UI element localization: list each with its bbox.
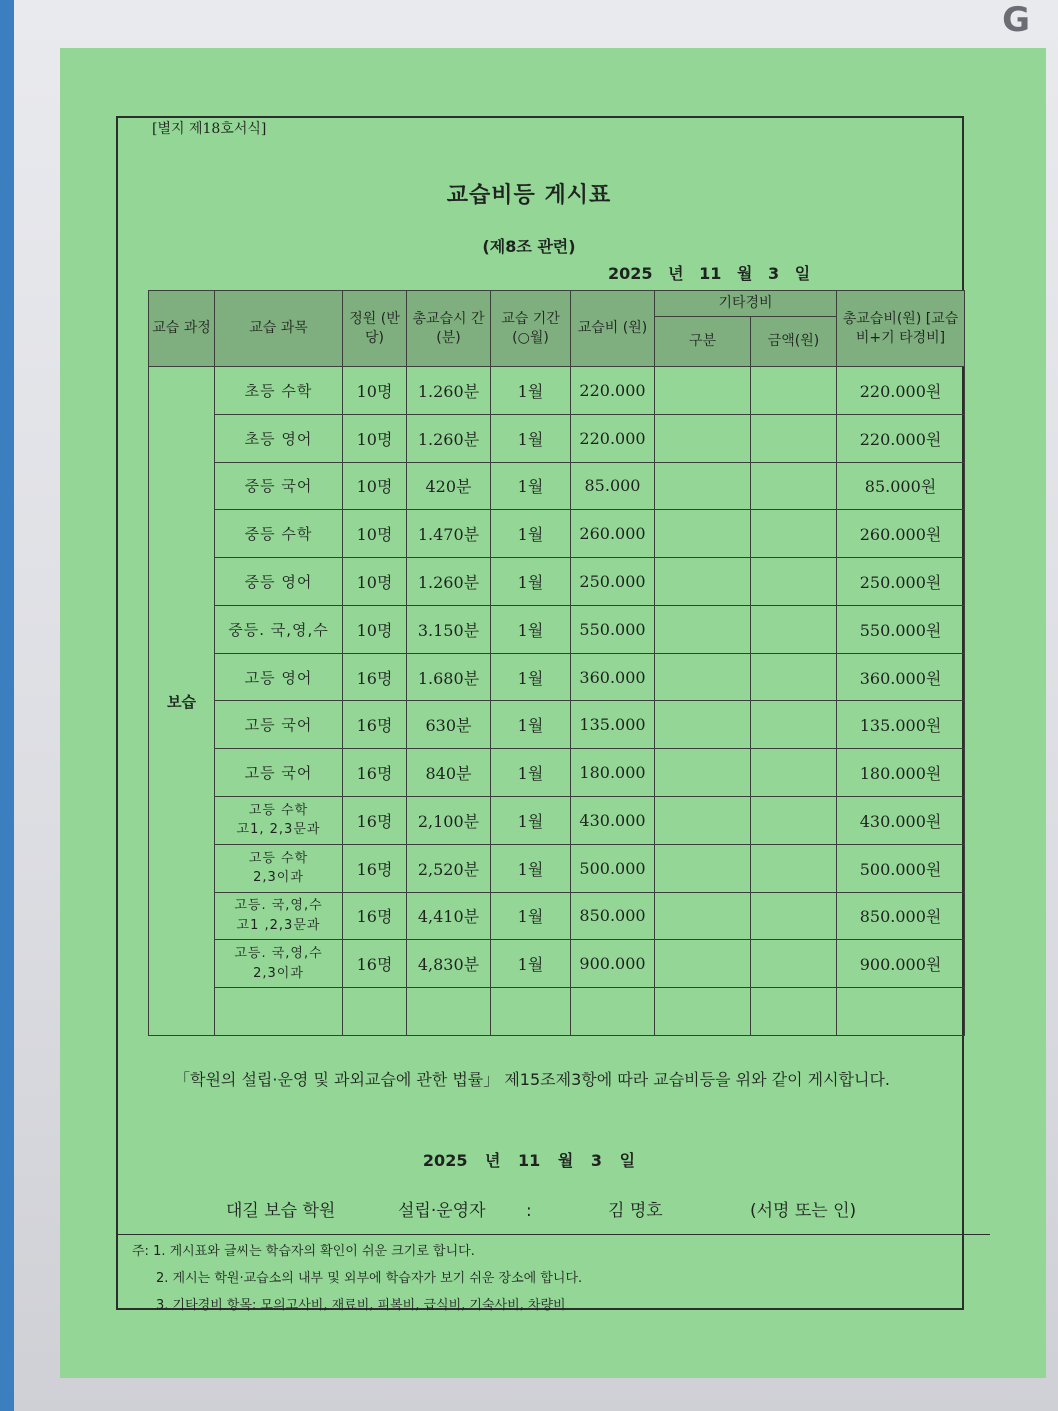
total-cell: 260.000원 <box>837 510 965 558</box>
fee-cell: 550.000 <box>571 605 655 653</box>
other-type-cell <box>655 701 751 749</box>
empty-cell <box>751 988 837 1036</box>
table-row <box>149 414 965 462</box>
subject-line-2: 2,3이과 <box>253 870 304 886</box>
date-bottom: 2025 년 11 월 3 일 <box>422 1151 636 1170</box>
total-cell: 550.000원 <box>837 605 965 653</box>
subject-cell <box>215 844 343 892</box>
subject-line-1: 고등. 국,영,수 <box>234 898 323 914</box>
other-amount-cell <box>751 749 837 797</box>
date-top: 2025 년 11 월 3 일 <box>608 264 811 283</box>
other-type-cell <box>655 844 751 892</box>
footnotes <box>132 1238 582 1319</box>
footnote-text: 2. 게시는 학원·교습소의 내부 및 외부에 학습자가 보기 쉬운 장소에 합니다. <box>156 1271 583 1286</box>
table-row <box>149 797 965 845</box>
fee-cell: 220.000 <box>571 414 655 462</box>
fee-cell: 250.000 <box>571 558 655 606</box>
operator-name: 김 명호 <box>608 1201 663 1221</box>
other-type-cell <box>655 414 751 462</box>
period-cell: 1월 <box>491 510 571 558</box>
fee-cell: 360.000 <box>571 653 655 701</box>
fee-cell: 220.000 <box>571 367 655 415</box>
minutes-cell: 1.680분 <box>407 653 491 701</box>
header-other-amount: 금액(원) <box>751 317 837 367</box>
minutes-cell: 2,100분 <box>407 797 491 845</box>
background-left-strip <box>0 0 14 1411</box>
capacity-cell: 10명 <box>343 462 407 510</box>
minutes-cell: 1.260분 <box>407 558 491 606</box>
minutes-cell: 3.150분 <box>407 605 491 653</box>
capacity-cell: 16명 <box>343 749 407 797</box>
table-row <box>149 605 965 653</box>
other-amount-cell <box>751 940 837 988</box>
table-row <box>149 462 965 510</box>
subject-cell <box>215 797 343 845</box>
capacity-cell: 10명 <box>343 558 407 606</box>
capacity-cell: 10명 <box>343 414 407 462</box>
minutes-cell: 4,410분 <box>407 892 491 940</box>
other-type-cell <box>655 605 751 653</box>
subject-line-2: 2,3이과 <box>253 965 304 981</box>
table-row <box>149 510 965 558</box>
period-cell: 1월 <box>491 558 571 606</box>
total-cell: 135.000원 <box>837 701 965 749</box>
table-row <box>149 749 965 797</box>
empty-cell <box>655 988 751 1036</box>
form-code-label: [별지 제18호서식] <box>152 121 267 137</box>
other-type-cell <box>655 510 751 558</box>
capacity-cell: 16명 <box>343 940 407 988</box>
period-cell: 1월 <box>491 844 571 892</box>
total-cell: 85.000원 <box>837 462 965 510</box>
capacity-cell: 16명 <box>343 701 407 749</box>
total-cell: 900.000원 <box>837 940 965 988</box>
empty-cell <box>215 988 343 1036</box>
other-type-cell <box>655 653 751 701</box>
capacity-cell: 10명 <box>343 510 407 558</box>
fee-cell: 500.000 <box>571 844 655 892</box>
header-capacity: 정원 (반당) <box>343 291 407 367</box>
fee-cell: 260.000 <box>571 510 655 558</box>
total-cell: 500.000원 <box>837 844 965 892</box>
header-other-type: 구분 <box>655 317 751 367</box>
footnote-item <box>132 1292 582 1319</box>
total-cell: 220.000원 <box>837 414 965 462</box>
signature-colon: : <box>526 1201 532 1221</box>
total-cell: 360.000원 <box>837 653 965 701</box>
other-amount-cell <box>751 462 837 510</box>
period-cell: 1월 <box>491 892 571 940</box>
other-type-cell <box>655 797 751 845</box>
empty-cell <box>491 988 571 1036</box>
footnote-prefix: 주: <box>132 1244 149 1259</box>
fee-table <box>148 290 965 1036</box>
table-row <box>149 844 965 892</box>
subject-cell: 중등 국어 <box>215 462 343 510</box>
other-amount-cell <box>751 892 837 940</box>
fee-cell: 430.000 <box>571 797 655 845</box>
minutes-cell: 2,520분 <box>407 844 491 892</box>
total-cell: 250.000원 <box>837 558 965 606</box>
operator-role: 설립·운영자 <box>398 1201 486 1221</box>
other-type-cell <box>655 749 751 797</box>
table-row <box>149 558 965 606</box>
minutes-cell: 1.260분 <box>407 414 491 462</box>
other-amount-cell <box>751 510 837 558</box>
empty-cell <box>571 988 655 1036</box>
other-amount-cell <box>751 844 837 892</box>
document-title: 교습비등 게시표 <box>446 183 612 208</box>
subject-cell: 고등 영어 <box>215 653 343 701</box>
footnote-text: 1. 게시표와 글씨는 학습자의 확인이 쉬운 크기로 합니다. <box>153 1244 475 1259</box>
table-row <box>149 653 965 701</box>
period-cell: 1월 <box>491 462 571 510</box>
minutes-cell: 630분 <box>407 701 491 749</box>
period-cell: 1월 <box>491 749 571 797</box>
minutes-cell: 420분 <box>407 462 491 510</box>
other-type-cell <box>655 558 751 606</box>
corner-logo: G <box>1002 0 1030 40</box>
capacity-cell: 16명 <box>343 653 407 701</box>
capacity-cell: 16명 <box>343 844 407 892</box>
footnote-text: 3. 기타경비 항목: 모의고사비, 재료비, 피복비, 급식비, 기숙사비, 차량비 <box>156 1298 566 1313</box>
other-type-cell <box>655 462 751 510</box>
subject-cell: 중등 영어 <box>215 558 343 606</box>
table-row <box>149 701 965 749</box>
subject-cell: 초등 영어 <box>215 414 343 462</box>
other-amount-cell <box>751 653 837 701</box>
other-type-cell <box>655 940 751 988</box>
fee-cell: 135.000 <box>571 701 655 749</box>
period-cell: 1월 <box>491 701 571 749</box>
minutes-cell: 840분 <box>407 749 491 797</box>
capacity-cell: 16명 <box>343 797 407 845</box>
header-period: 교습 기간 (○월) <box>491 291 571 367</box>
total-cell: 220.000원 <box>837 367 965 415</box>
header-total: 총교습비(원) [교습비+기 타경비] <box>837 291 965 367</box>
fee-cell: 180.000 <box>571 749 655 797</box>
header-course: 교습 과정 <box>149 291 215 367</box>
capacity-cell: 10명 <box>343 605 407 653</box>
header-subject: 교습 과목 <box>215 291 343 367</box>
academy-name: 대길 보습 학원 <box>226 1201 336 1221</box>
table-row <box>149 940 965 988</box>
subject-line-1: 고등 수학 <box>248 850 309 866</box>
subject-cell: 초등 수학 <box>215 367 343 415</box>
period-cell: 1월 <box>491 797 571 845</box>
other-amount-cell <box>751 367 837 415</box>
footnote-item <box>132 1238 582 1265</box>
other-type-cell <box>655 892 751 940</box>
period-cell: 1월 <box>491 653 571 701</box>
period-cell: 1월 <box>491 367 571 415</box>
subject-line-1: 고등. 국,영,수 <box>234 946 323 962</box>
capacity-cell: 10명 <box>343 367 407 415</box>
table-row <box>149 892 965 940</box>
subject-cell: 고등 국어 <box>215 749 343 797</box>
subject-line-2: 고1, 2,3문과 <box>236 822 321 838</box>
subject-cell <box>215 892 343 940</box>
other-amount-cell <box>751 701 837 749</box>
other-amount-cell <box>751 558 837 606</box>
empty-cell <box>837 988 965 1036</box>
table-row <box>149 367 965 415</box>
subject-cell: 중등. 국,영,수 <box>215 605 343 653</box>
total-cell: 180.000원 <box>837 749 965 797</box>
signature-seal-label: (서명 또는 인) <box>750 1201 857 1221</box>
fee-cell: 85.000 <box>571 462 655 510</box>
minutes-cell: 1.470분 <box>407 510 491 558</box>
fee-cell: 900.000 <box>571 940 655 988</box>
other-amount-cell <box>751 605 837 653</box>
subject-line-1: 고등 수학 <box>248 802 309 818</box>
period-cell: 1월 <box>491 940 571 988</box>
capacity-cell: 16명 <box>343 892 407 940</box>
header-fee: 교습비 (원) <box>571 291 655 367</box>
header-other-expenses: 기타경비 <box>655 291 837 317</box>
course-cell: 보습 <box>149 367 215 1036</box>
period-cell: 1월 <box>491 605 571 653</box>
other-type-cell <box>655 367 751 415</box>
document-reference: (제8조 관련) <box>482 237 576 256</box>
subject-cell <box>215 940 343 988</box>
minutes-cell: 1.260분 <box>407 367 491 415</box>
empty-cell <box>407 988 491 1036</box>
fee-cell: 850.000 <box>571 892 655 940</box>
period-cell: 1월 <box>491 414 571 462</box>
total-cell: 850.000원 <box>837 892 965 940</box>
other-amount-cell <box>751 797 837 845</box>
empty-cell <box>343 988 407 1036</box>
signature-line <box>226 1196 856 1221</box>
legal-notice: 「학원의 설립·운영 및 과외교습에 관한 법률」 제15조제3항에 따라 교습비등을 위와 같이 게시합니다. <box>174 1070 890 1089</box>
minutes-cell: 4,830분 <box>407 940 491 988</box>
subject-cell: 고등 국어 <box>215 701 343 749</box>
total-cell: 430.000원 <box>837 797 965 845</box>
header-hours: 총교습시 간(분) <box>407 291 491 367</box>
subject-line-2: 고1 ,2,3문과 <box>236 917 321 933</box>
subject-cell: 중등 수학 <box>215 510 343 558</box>
other-amount-cell <box>751 414 837 462</box>
table-row-empty <box>149 988 965 1036</box>
notes-divider <box>118 1234 990 1235</box>
footnote-item <box>132 1265 582 1292</box>
